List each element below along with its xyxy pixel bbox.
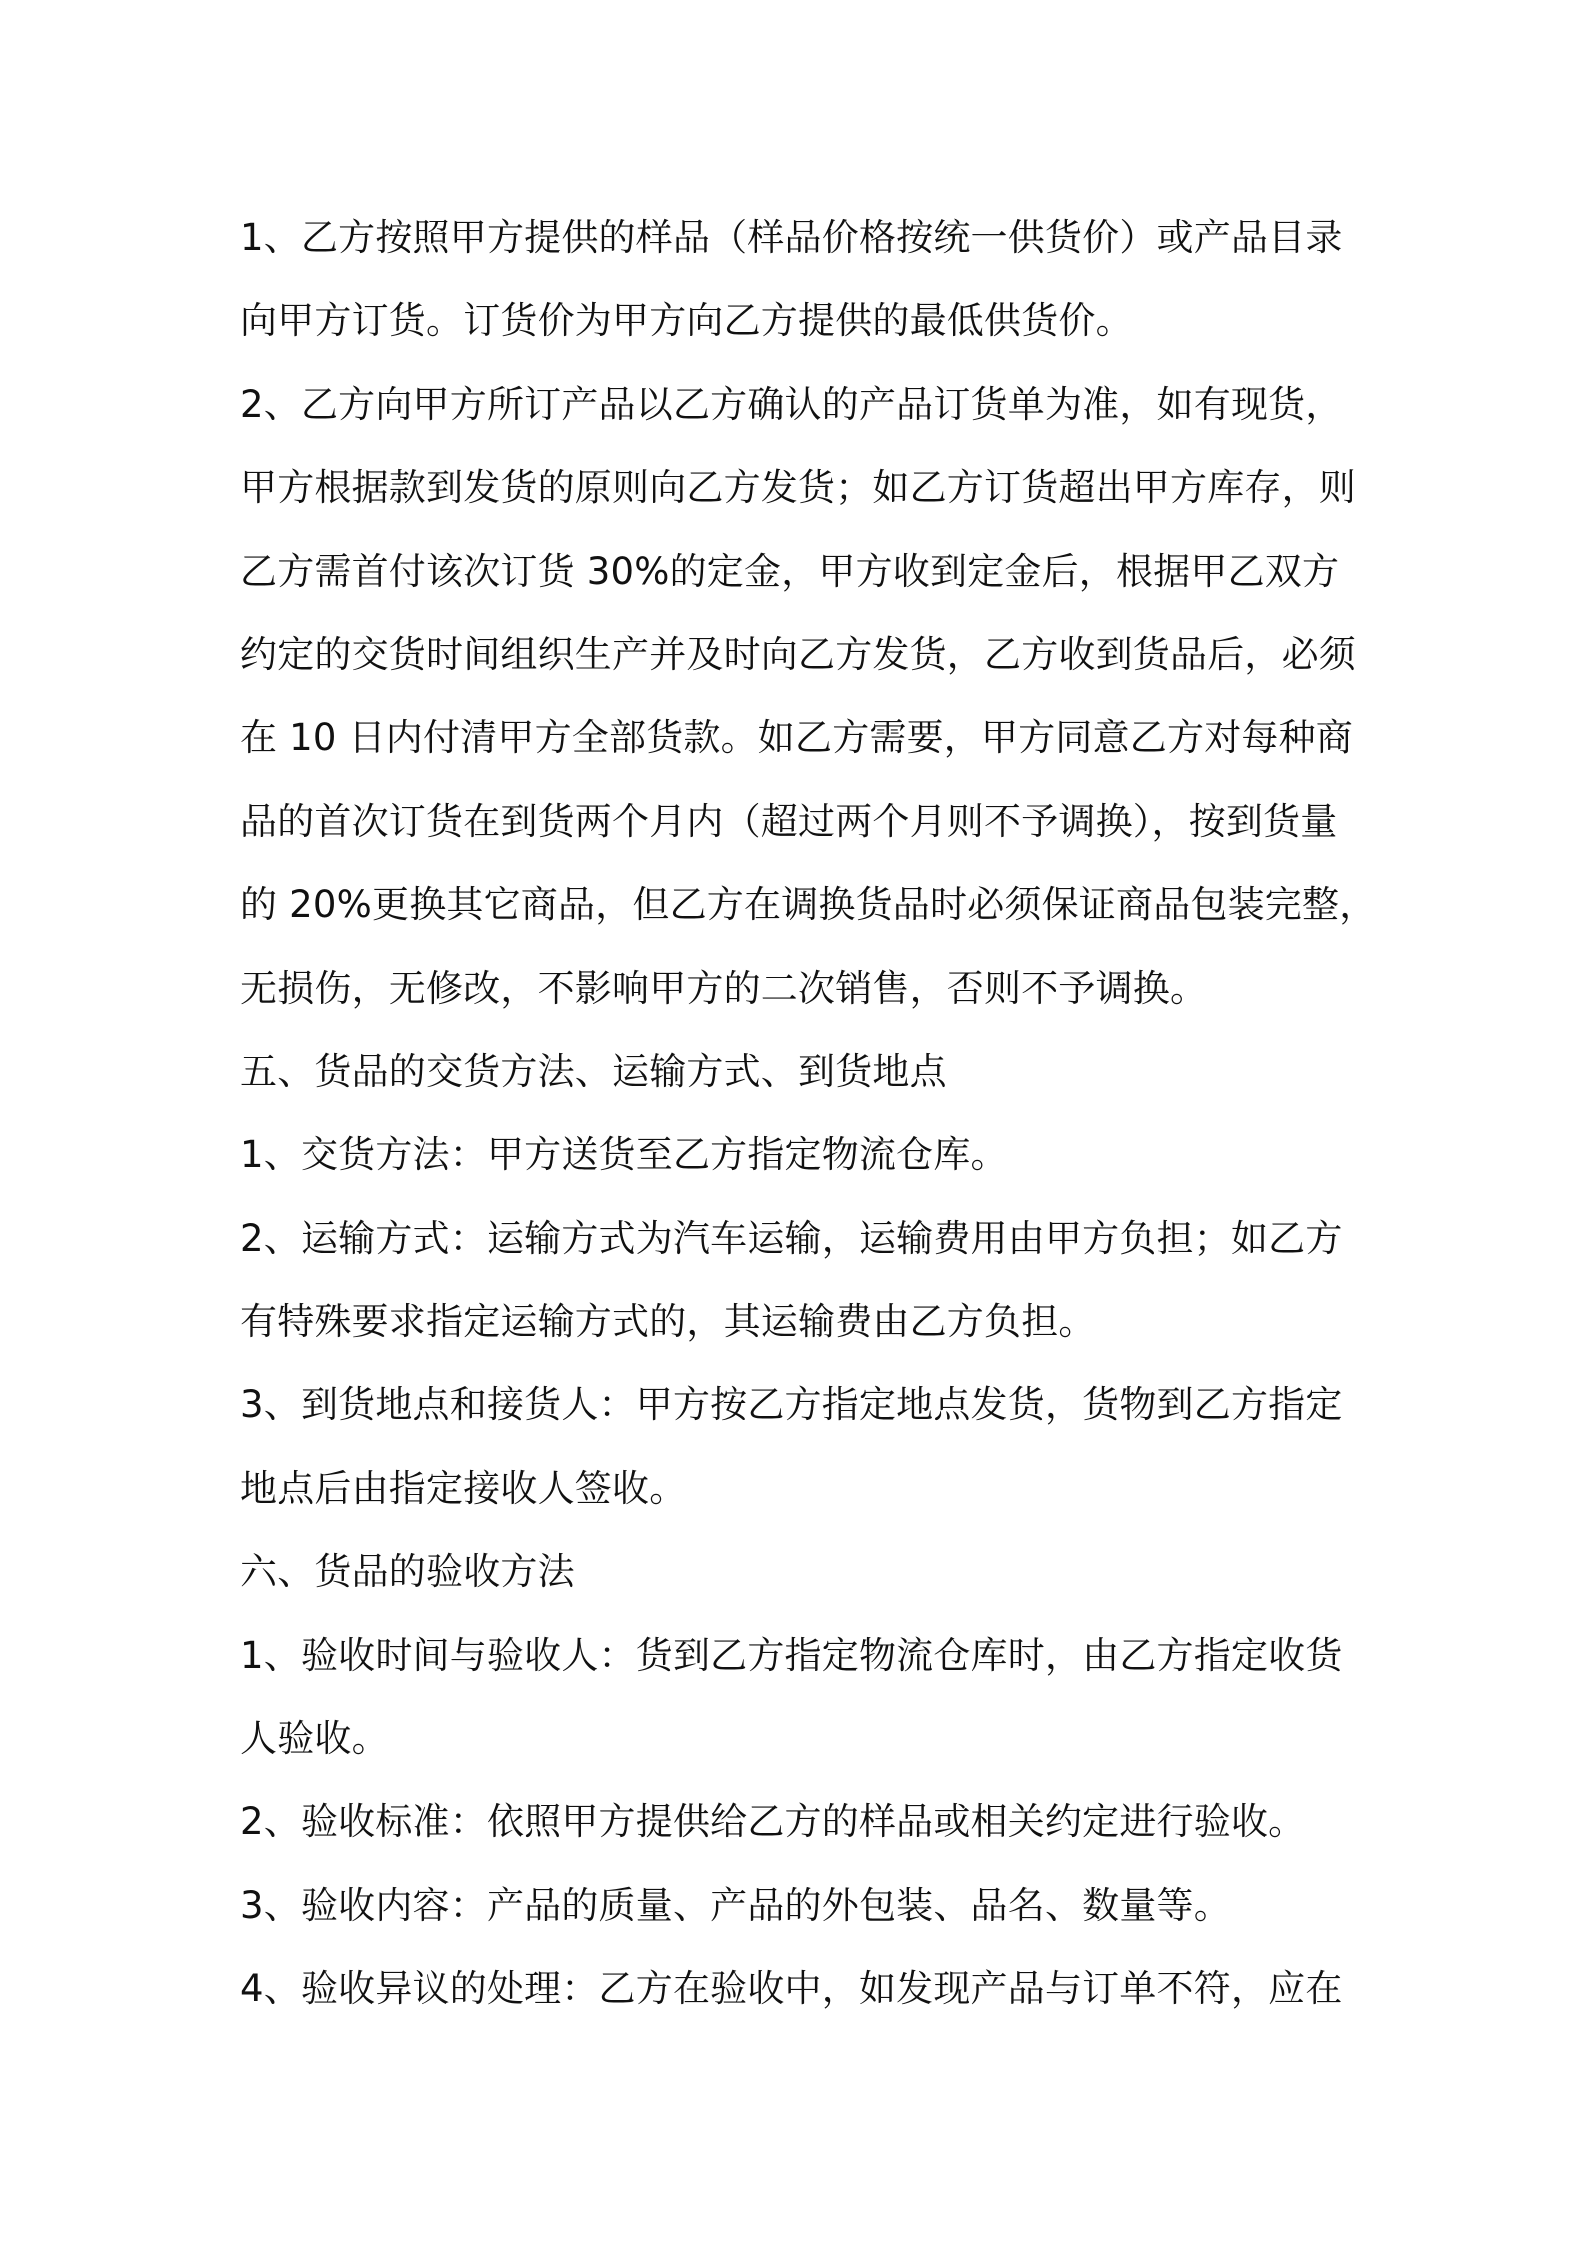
text-line: 1、验收时间与验收人：货到乙方指定物流仓库时，由乙方指定收货 [240,1633,1343,1677]
section-heading-acceptance: 六、货品的验收方法 [240,1550,575,1594]
text-line: 4、验收异议的处理：乙方在验收中，如发现产品与订单不符，应在 [240,1967,1343,2011]
text-line: 3、验收内容：产品的质量、产品的外包装、品名、数量等。 [240,1883,1231,1927]
text-line: 2、乙方向甲方所订产品以乙方确认的产品订货单为准，如有现货， [240,382,1343,426]
text-line: 2、运输方式：运输方式为汽车运输，运输费用由甲方负担；如乙方 [240,1216,1343,1260]
text-line: 约定的交货时间组织生产并及时向乙方发货，乙方收到货品后，必须 [240,632,1356,676]
section-heading-delivery: 五、货品的交货方法、运输方式、到货地点 [240,1049,947,1093]
text-line: 向甲方订货。订货价为甲方向乙方提供的最低供货价。 [240,299,1133,343]
text-line: 1、乙方按照甲方提供的样品（样品价格按统一供货价）或产品目录 [240,216,1343,259]
text-line: 地点后由指定接收人签收。 [240,1466,687,1510]
text-line: 3、到货地点和接货人：甲方按乙方指定地点发货，货物到乙方指定 [240,1383,1343,1427]
text-line: 有特殊要求指定运输方式的，其运输费由乙方负担。 [240,1300,1096,1344]
text-line: 在 10 日内付清甲方全部货款。如乙方需要，甲方同意乙方对每种商 [240,716,1354,760]
text-line: 的 20%更换其它商品，但乙方在调换货品时必须保证商品包装完整， [240,883,1377,927]
text-line: 人验收。 [240,1717,389,1761]
text-line: 甲方根据款到发货的原则向乙方发货；如乙方订货超出甲方库存，则 [240,466,1356,510]
text-line: 品的首次订货在到货两个月内（超过两个月则不予调换），按到货量 [240,799,1338,843]
text-line: 2、验收标准：依照甲方提供给乙方的样品或相关约定进行验收。 [240,1800,1306,1844]
document-body [240,196,1377,2031]
text-line: 1、交货方法：甲方送货至乙方指定物流仓库。 [240,1133,1008,1177]
text-line: 乙方需首付该次订货 30%的定金，甲方收到定金后，根据甲乙双方 [240,549,1340,593]
text-line: 无损伤，无修改，不影响甲方的二次销售，否则不予调换。 [240,966,1208,1010]
